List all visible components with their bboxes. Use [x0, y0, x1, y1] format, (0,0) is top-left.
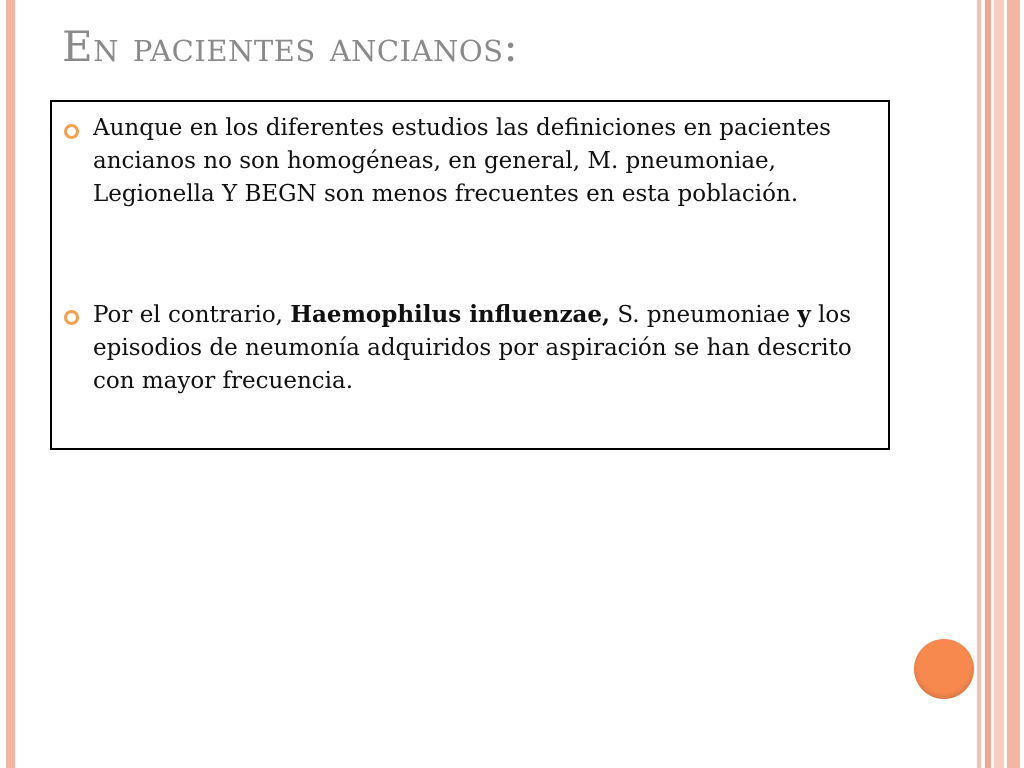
bullet-item: [64, 112, 854, 211]
bullet-text: Aunque en los diferentes estudios las definiciones en pacientes ancianos no son homogéneas, en general, M. pneumoniae, Legionella Y BEGN son menos frecuentes en esta población.: [93, 115, 831, 207]
bullet-text-part: los episodios de neumonía adquiridos por aspiración se han descrito con mayor frecuencia.: [93, 302, 852, 394]
right-decorative-stripe: [994, 0, 1004, 768]
orange-circle-icon: [914, 639, 974, 699]
content-box: [50, 100, 890, 450]
right-decorative-stripe: [985, 0, 991, 768]
ring-bullet-icon: [64, 124, 79, 139]
bullet-item: [64, 298, 854, 398]
right-decorative-stripe: [1007, 0, 1020, 768]
bullet-text-bold: Haemophilus influenzae,: [290, 301, 611, 328]
bullet-text: [93, 298, 854, 398]
ring-bullet-icon: [64, 310, 79, 325]
slide-title: En pacientes ancianos:: [62, 22, 519, 71]
right-decorative-stripe: [977, 0, 981, 768]
bullet-text-bold: y: [797, 301, 811, 328]
bullet-text-part: Por el contrario,: [93, 302, 291, 328]
bullet-text-part: S. pneumoniae: [610, 302, 798, 328]
left-decorative-stripe: [6, 0, 15, 768]
